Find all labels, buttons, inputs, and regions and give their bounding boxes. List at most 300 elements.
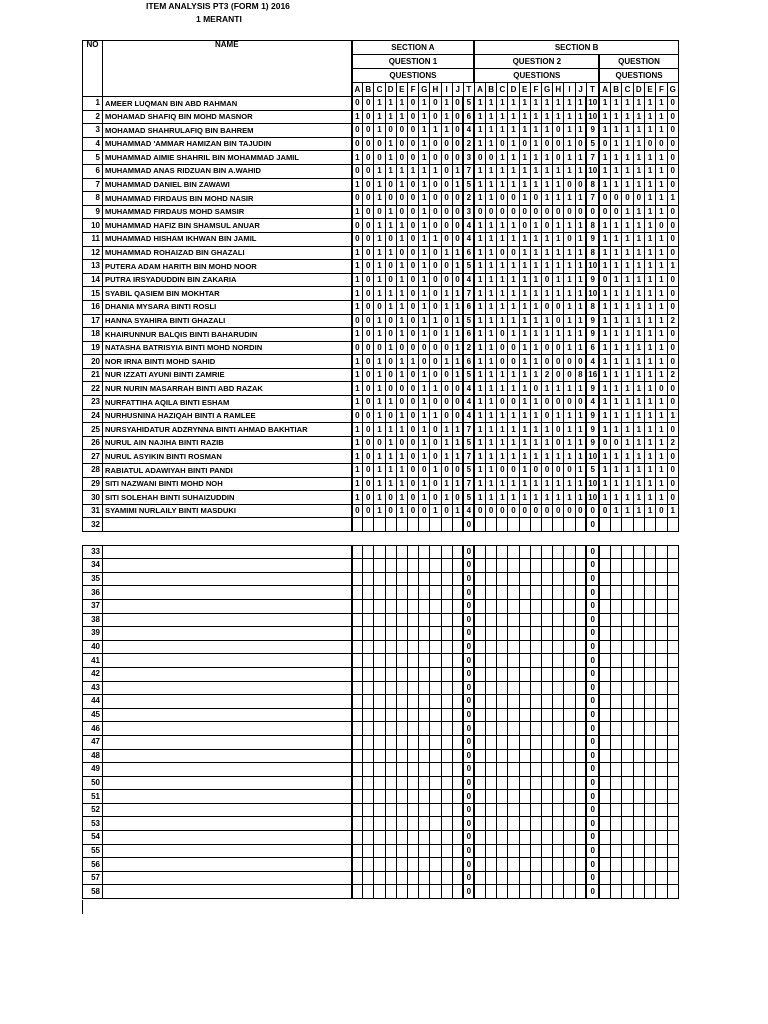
q1-mark: 1: [419, 219, 430, 233]
q3-mark: 0: [667, 491, 678, 505]
q1-mark: 0: [363, 124, 374, 138]
q2-mark: 1: [486, 178, 497, 192]
q3-mark: 1: [633, 464, 644, 478]
q1-mark: 0: [396, 246, 407, 260]
q2-mark: 1: [553, 450, 564, 464]
student-no: 52: [83, 803, 103, 817]
q2-mark: 1: [474, 409, 485, 423]
student-no: 14: [83, 273, 103, 287]
q3-mark: [611, 844, 622, 858]
student-no: 46: [83, 722, 103, 736]
q2-mark: [575, 613, 586, 627]
q2-mark: [542, 613, 553, 627]
q1-mark: 1: [374, 192, 385, 206]
q1-mark: 0: [452, 151, 463, 165]
header-q2-col: B: [486, 83, 497, 97]
q2-mark: [553, 790, 564, 804]
q3-mark: [633, 599, 644, 613]
q2-mark: 8: [586, 300, 599, 314]
q1-mark: 5: [463, 464, 474, 478]
q2-mark: 1: [553, 246, 564, 260]
q3-mark: 1: [599, 491, 610, 505]
q2-mark: [553, 844, 564, 858]
q2-mark: [530, 885, 541, 899]
q1-mark: [352, 640, 363, 654]
q1-mark: [407, 817, 418, 831]
student-name: NURUL ASYIKIN BINTI ROSMAN: [103, 450, 352, 464]
q1-mark: 0: [430, 477, 441, 491]
q1-mark: 0: [441, 409, 452, 423]
q2-mark: 1: [474, 436, 485, 450]
q3-mark: 1: [633, 110, 644, 124]
q3-mark: [622, 803, 633, 817]
q1-mark: 0: [452, 491, 463, 505]
q1-mark: 1: [374, 504, 385, 518]
q2-mark: 0: [553, 355, 564, 369]
q2-mark: 1: [542, 178, 553, 192]
q2-mark: [519, 722, 530, 736]
q2-mark: 1: [575, 491, 586, 505]
q1-mark: [374, 831, 385, 845]
q1-mark: [407, 545, 418, 559]
student-no: 11: [83, 232, 103, 246]
q2-mark: 1: [508, 110, 519, 124]
q3-mark: 1: [633, 300, 644, 314]
q3-mark: [667, 776, 678, 790]
q1-mark: 0: [363, 178, 374, 192]
q2-mark: [486, 858, 497, 872]
q3-mark: [599, 627, 610, 641]
q2-mark: 1: [553, 382, 564, 396]
q2-mark: 1: [486, 328, 497, 342]
q2-mark: [553, 803, 564, 817]
header-q2-col: A: [474, 83, 485, 97]
q1-mark: 0: [430, 219, 441, 233]
q2-mark: 1: [519, 300, 530, 314]
q3-mark: 1: [622, 423, 633, 437]
q2-mark: [530, 763, 541, 777]
q2-mark: [474, 803, 485, 817]
q1-mark: 1: [441, 97, 452, 111]
q2-mark: [564, 790, 575, 804]
q1-mark: [352, 695, 363, 709]
q2-mark: 1: [486, 368, 497, 382]
q2-mark: [474, 681, 485, 695]
q2-mark: 1: [519, 355, 530, 369]
q1-mark: 0: [374, 151, 385, 165]
q2-mark: 0: [497, 504, 508, 518]
q2-mark: [564, 776, 575, 790]
q2-mark: [497, 858, 508, 872]
student-name: [103, 858, 352, 872]
q2-mark: 0: [586, 790, 599, 804]
q1-mark: 0: [441, 341, 452, 355]
q3-mark: 2: [667, 314, 678, 328]
header-no: NO: [83, 41, 103, 97]
q1-mark: [419, 640, 430, 654]
q3-mark: [622, 871, 633, 885]
q3-mark: [611, 735, 622, 749]
q3-mark: [622, 763, 633, 777]
q3-mark: 1: [599, 464, 610, 478]
q2-mark: 0: [586, 640, 599, 654]
q3-mark: [656, 613, 667, 627]
student-name: [103, 681, 352, 695]
q3-mark: 0: [667, 423, 678, 437]
q1-mark: [385, 681, 396, 695]
q1-mark: 0: [463, 708, 474, 722]
q3-mark: 1: [599, 124, 610, 138]
q2-mark: [497, 640, 508, 654]
q1-mark: [419, 695, 430, 709]
student-name: [103, 749, 352, 763]
q2-mark: [486, 803, 497, 817]
q1-mark: 0: [463, 858, 474, 872]
q2-mark: 0: [586, 586, 599, 600]
q1-mark: [452, 790, 463, 804]
q1-mark: [396, 735, 407, 749]
q1-mark: 1: [352, 287, 363, 301]
q3-mark: 1: [611, 464, 622, 478]
q3-mark: 1: [622, 355, 633, 369]
q2-mark: 1: [508, 178, 519, 192]
q2-mark: 1: [564, 423, 575, 437]
q2-mark: 1: [575, 409, 586, 423]
q1-mark: 0: [396, 396, 407, 410]
header-q3-col: D: [633, 83, 644, 97]
header-row-sections: [83, 41, 679, 55]
q2-mark: 9: [586, 273, 599, 287]
q3-mark: [667, 735, 678, 749]
q1-mark: [452, 586, 463, 600]
q1-mark: 1: [374, 219, 385, 233]
q1-mark: [452, 599, 463, 613]
q2-mark: [497, 749, 508, 763]
header-q2-col: J: [575, 83, 586, 97]
q1-mark: 0: [363, 260, 374, 274]
q1-mark: 1: [441, 423, 452, 437]
q2-mark: 0: [508, 192, 519, 206]
q1-mark: 1: [374, 260, 385, 274]
q1-mark: 1: [374, 314, 385, 328]
q2-mark: [553, 871, 564, 885]
q1-mark: 0: [374, 137, 385, 151]
student-no: 10: [83, 219, 103, 233]
q2-mark: 9: [586, 423, 599, 437]
q2-mark: 1: [530, 314, 541, 328]
student-no: 12: [83, 246, 103, 260]
q1-mark: 1: [352, 450, 363, 464]
q2-mark: 1: [486, 232, 497, 246]
q3-mark: 0: [656, 137, 667, 151]
q1-mark: [441, 627, 452, 641]
student-row: [83, 273, 679, 287]
q2-mark: 0: [474, 151, 485, 165]
q3-mark: [611, 640, 622, 654]
q1-mark: [385, 559, 396, 573]
q1-mark: [452, 640, 463, 654]
q2-mark: 1: [474, 273, 485, 287]
student-no: 5: [83, 151, 103, 165]
q3-mark: [644, 831, 655, 845]
q1-mark: [396, 858, 407, 872]
q2-mark: [530, 708, 541, 722]
q2-mark: 1: [575, 273, 586, 287]
q2-mark: [575, 559, 586, 573]
q1-mark: 0: [463, 613, 474, 627]
q2-mark: [553, 667, 564, 681]
q1-mark: 1: [352, 355, 363, 369]
header-question-3: QUESTION: [599, 55, 678, 69]
q3-mark: [656, 681, 667, 695]
q1-mark: 0: [352, 341, 363, 355]
q2-mark: 1: [508, 273, 519, 287]
q1-mark: [374, 858, 385, 872]
q1-mark: [441, 681, 452, 695]
q3-mark: [622, 776, 633, 790]
q2-mark: [486, 627, 497, 641]
q3-mark: 1: [644, 192, 655, 206]
q2-mark: 0: [586, 708, 599, 722]
q3-mark: 1: [644, 287, 655, 301]
q1-mark: 0: [363, 423, 374, 437]
student-name: MUHAMMAD 'AMMAR HAMIZAN BIN TAJUDIN: [103, 137, 352, 151]
q1-mark: 1: [441, 355, 452, 369]
q1-mark: [352, 790, 363, 804]
q1-mark: 6: [463, 246, 474, 260]
q2-mark: [508, 776, 519, 790]
q3-mark: [611, 627, 622, 641]
row-gap-cell: [83, 532, 679, 546]
empty-student-row: [83, 817, 679, 831]
q2-mark: [508, 871, 519, 885]
q2-mark: 1: [474, 328, 485, 342]
q2-mark: [474, 776, 485, 790]
q3-mark: 1: [633, 97, 644, 111]
q1-mark: 0: [407, 341, 418, 355]
q1-mark: [419, 763, 430, 777]
q3-mark: [656, 572, 667, 586]
q3-mark: [622, 518, 633, 532]
q1-mark: 1: [396, 287, 407, 301]
q2-mark: [497, 708, 508, 722]
q2-mark: [564, 627, 575, 641]
q1-mark: [374, 695, 385, 709]
q1-mark: 1: [452, 504, 463, 518]
student-row: [83, 205, 679, 219]
q1-mark: 1: [352, 477, 363, 491]
header-q1-col: B: [363, 83, 374, 97]
q2-mark: 1: [474, 491, 485, 505]
q2-mark: 1: [564, 97, 575, 111]
q1-mark: [430, 871, 441, 885]
q3-mark: 1: [622, 205, 633, 219]
empty-student-row: [83, 803, 679, 817]
q1-mark: 1: [419, 124, 430, 138]
student-row: [83, 368, 679, 382]
q3-mark: [667, 681, 678, 695]
q2-mark: 0: [542, 409, 553, 423]
q2-mark: 1: [519, 450, 530, 464]
student-no: 32: [83, 518, 103, 532]
q3-mark: [667, 817, 678, 831]
q2-mark: [542, 831, 553, 845]
student-no: 9: [83, 205, 103, 219]
q2-mark: 0: [586, 885, 599, 899]
header-q3-col: B: [611, 83, 622, 97]
q3-mark: 1: [656, 178, 667, 192]
q1-mark: 0: [463, 559, 474, 573]
student-row: [83, 192, 679, 206]
q1-mark: 0: [407, 124, 418, 138]
q1-mark: [430, 708, 441, 722]
q3-mark: 1: [656, 450, 667, 464]
q3-mark: [633, 667, 644, 681]
q2-mark: 1: [474, 287, 485, 301]
q2-mark: [575, 776, 586, 790]
q2-mark: [508, 763, 519, 777]
q1-mark: 1: [396, 477, 407, 491]
q2-mark: 1: [497, 124, 508, 138]
q2-mark: [575, 640, 586, 654]
q2-mark: 1: [530, 137, 541, 151]
q2-mark: 0: [586, 722, 599, 736]
q2-mark: 9: [586, 436, 599, 450]
q1-mark: 1: [352, 260, 363, 274]
q1-mark: [363, 654, 374, 668]
q2-mark: 1: [519, 151, 530, 165]
student-no: 2: [83, 110, 103, 124]
q3-mark: [656, 545, 667, 559]
q2-mark: 1: [553, 178, 564, 192]
q3-mark: [599, 572, 610, 586]
q1-mark: 0: [463, 654, 474, 668]
q1-mark: [441, 572, 452, 586]
q3-mark: 1: [656, 436, 667, 450]
q1-mark: [396, 640, 407, 654]
q3-mark: 1: [656, 232, 667, 246]
student-name: [103, 518, 352, 532]
q2-mark: [497, 790, 508, 804]
q1-mark: 4: [463, 232, 474, 246]
q2-mark: 1: [553, 219, 564, 233]
student-name: [103, 613, 352, 627]
student-name: NURSYAHIDATUR ADZRYNNA BINTI AHMAD BAKHTIAR: [103, 423, 352, 437]
q1-mark: 1: [352, 491, 363, 505]
q2-mark: 1: [497, 273, 508, 287]
q1-mark: 1: [385, 137, 396, 151]
q3-mark: 1: [611, 328, 622, 342]
q1-mark: [385, 613, 396, 627]
q3-mark: 1: [667, 409, 678, 423]
q1-mark: [430, 695, 441, 709]
q3-mark: [633, 871, 644, 885]
q1-mark: [452, 559, 463, 573]
q1-mark: [396, 763, 407, 777]
q2-mark: [553, 518, 564, 532]
q1-mark: 0: [352, 232, 363, 246]
q1-mark: 6: [463, 110, 474, 124]
q3-mark: 1: [633, 355, 644, 369]
q3-mark: [622, 640, 633, 654]
q3-mark: [599, 735, 610, 749]
q1-mark: [363, 667, 374, 681]
q1-mark: 1: [419, 409, 430, 423]
q3-mark: 0: [667, 287, 678, 301]
q2-mark: [508, 545, 519, 559]
q1-mark: 1: [385, 164, 396, 178]
q2-mark: [542, 763, 553, 777]
student-row: [83, 328, 679, 342]
q2-mark: 1: [530, 219, 541, 233]
q2-mark: 1: [553, 491, 564, 505]
q1-mark: 0: [463, 518, 474, 532]
q1-mark: 1: [374, 477, 385, 491]
q2-mark: [530, 559, 541, 573]
q3-mark: [611, 667, 622, 681]
q3-mark: [644, 776, 655, 790]
q2-mark: [542, 844, 553, 858]
q2-mark: 8: [586, 246, 599, 260]
q1-mark: [452, 763, 463, 777]
q1-mark: [430, 681, 441, 695]
q2-mark: [497, 885, 508, 899]
q2-mark: [553, 640, 564, 654]
q3-mark: 1: [656, 491, 667, 505]
q2-mark: [542, 722, 553, 736]
q1-mark: 1: [452, 477, 463, 491]
header-q1-col: F: [407, 83, 418, 97]
q1-mark: [441, 695, 452, 709]
student-no: 55: [83, 844, 103, 858]
student-row: [83, 260, 679, 274]
q1-mark: [430, 627, 441, 641]
student-no: 25: [83, 423, 103, 437]
q3-mark: [644, 803, 655, 817]
q1-mark: [419, 708, 430, 722]
q3-mark: [656, 654, 667, 668]
q1-mark: 1: [396, 110, 407, 124]
q1-mark: 1: [419, 260, 430, 274]
q2-mark: 0: [497, 192, 508, 206]
q3-mark: 1: [622, 341, 633, 355]
q1-mark: [430, 722, 441, 736]
q3-mark: [633, 803, 644, 817]
q1-mark: 0: [441, 396, 452, 410]
student-row: [83, 450, 679, 464]
q2-mark: 1: [575, 464, 586, 478]
q2-mark: 1: [486, 300, 497, 314]
q2-mark: [553, 776, 564, 790]
q2-mark: 1: [564, 164, 575, 178]
student-row: [83, 409, 679, 423]
q1-mark: [452, 695, 463, 709]
q2-mark: 1: [486, 464, 497, 478]
q1-mark: [452, 681, 463, 695]
q2-mark: 1: [486, 491, 497, 505]
q3-mark: [667, 695, 678, 709]
q2-mark: 0: [530, 205, 541, 219]
q1-mark: [396, 613, 407, 627]
q1-mark: [363, 803, 374, 817]
q2-mark: [508, 708, 519, 722]
q3-mark: [656, 627, 667, 641]
q2-mark: [474, 640, 485, 654]
empty-student-row: [83, 572, 679, 586]
q1-mark: 0: [407, 423, 418, 437]
q1-mark: [441, 817, 452, 831]
q3-mark: 1: [611, 97, 622, 111]
